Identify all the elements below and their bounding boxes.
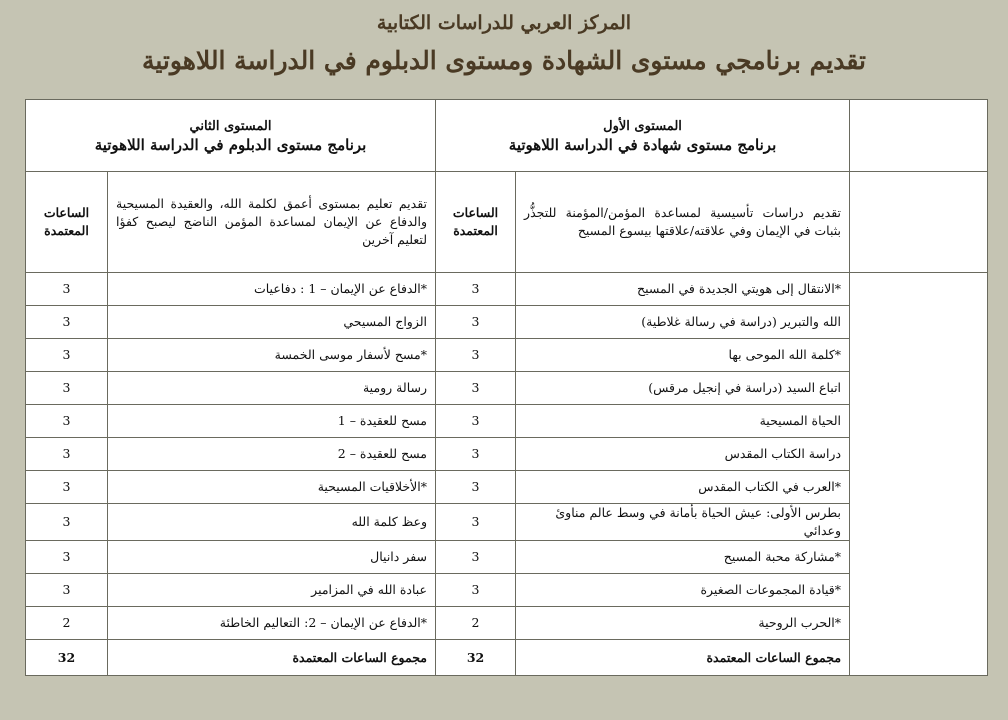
level1-course: اتباع السيد (دراسة في إنجيل مرقس) — [516, 372, 850, 405]
level2-course-hours: 3 — [26, 306, 108, 339]
level2-hours-header: الساعات المعتمدة — [26, 172, 108, 273]
level1-course-hours: 3 — [436, 405, 516, 438]
level2-course: رسالة رومية — [108, 372, 436, 405]
course-row — [26, 438, 988, 471]
level1-course: دراسة الكتاب المقدس — [516, 438, 850, 471]
level1-course-hours: 3 — [436, 541, 516, 574]
level2-course-hours: 3 — [26, 471, 108, 504]
course-row — [26, 339, 988, 372]
level2-course: سفر دانيال — [108, 541, 436, 574]
level2-course-hours: 3 — [26, 574, 108, 607]
level1-course-hours: 3 — [436, 438, 516, 471]
level1-course-hours: 3 — [436, 273, 516, 306]
level2-total-label: مجموع الساعات المعتمدة — [108, 640, 436, 676]
level1-course-hours: 2 — [436, 607, 516, 640]
course-row — [26, 607, 988, 640]
center-title: المركز العربي للدراسات الكتابية — [376, 12, 632, 34]
course-row — [26, 273, 988, 306]
level2-course-hours: 3 — [26, 541, 108, 574]
level2-course: *الأخلاقيات المسيحية — [108, 471, 436, 504]
level2-header — [26, 100, 436, 172]
level1-course: *الحرب الروحية — [516, 607, 850, 640]
level1-course-hours: 3 — [436, 574, 516, 607]
course-row — [26, 504, 988, 541]
course-row — [26, 471, 988, 504]
level1-total-label: مجموع الساعات المعتمدة — [516, 640, 850, 676]
level1-total-hours: 32 — [436, 640, 516, 676]
level-header-row — [26, 100, 988, 172]
level2-course-hours: 3 — [26, 372, 108, 405]
level1-program: برنامج مستوى شهادة في الدراسة اللاهوتية — [508, 135, 777, 154]
level2-course: مسح للعقيدة – 1 — [108, 405, 436, 438]
course-row — [26, 405, 988, 438]
goal-row — [26, 172, 988, 273]
level1-course: *الانتقال إلى هويتي الجديدة في المسيح — [516, 273, 850, 306]
course-row — [26, 541, 988, 574]
level2-total-hours: 32 — [26, 640, 108, 676]
level1-header — [436, 100, 850, 172]
level1-course: الله والتبرير (دراسة في رسالة غلاطية) — [516, 306, 850, 339]
level2-program: برنامج مستوى الدبلوم في الدراسة اللاهوتية — [94, 135, 367, 154]
level2-course: *الدفاع عن الإيمان – 2: التعاليم الخاطئة — [108, 607, 436, 640]
courses-label: المساقات الدراسية — [850, 273, 988, 676]
level1-course-hours: 3 — [436, 372, 516, 405]
level2-course-hours: 3 — [26, 273, 108, 306]
level2-course: عبادة الله في المزامير — [108, 574, 436, 607]
level2-goal: تقديم تعليم بمستوى أعمق لكلمة الله، والعقيدة المسيحية والدفاع عن الإيمان لمساعدة المؤمن الناضج ليصبح كفؤا لتعليم آخرين — [108, 172, 436, 273]
course-row — [26, 306, 988, 339]
level1-name: المستوى الأول — [603, 118, 682, 134]
level2-course-hours: 2 — [26, 607, 108, 640]
level1-course-hours: 3 — [436, 339, 516, 372]
level2-course: مسح للعقيدة – 2 — [108, 438, 436, 471]
course-row — [26, 372, 988, 405]
level2-name: المستوى الثاني — [189, 118, 272, 134]
course-row — [26, 574, 988, 607]
level2-course: وعظ كلمة الله — [108, 504, 436, 541]
level1-course: *قيادة المجموعات الصغيرة — [516, 574, 850, 607]
level2-course-hours: 3 — [26, 405, 108, 438]
level1-course: *كلمة الله الموحى بها — [516, 339, 850, 372]
level1-course-hours: 3 — [436, 306, 516, 339]
totals-row — [26, 640, 988, 676]
level1-course: الحياة المسيحية — [516, 405, 850, 438]
page-subtitle: تقديم برنامجي مستوى الشهادة ومستوى الدبلوم في الدراسة اللاهوتية — [141, 46, 867, 75]
level2-course-hours: 3 — [26, 504, 108, 541]
goal-label: الغاية — [850, 172, 988, 273]
level1-course: *العرب في الكتاب المقدس — [516, 471, 850, 504]
programs-table — [25, 99, 988, 676]
level1-course-hours: 3 — [436, 504, 516, 541]
level1-hours-header: الساعات المعتمدة — [436, 172, 516, 273]
level1-goal: تقديم دراسات تأسيسية لمساعدة المؤمن/المؤمنة للتجذُّر بثبات في الإيمان وفي علاقته/علاقتها بيسوع المسيح — [516, 172, 850, 273]
level2-course-hours: 3 — [26, 438, 108, 471]
page-header — [0, 0, 1008, 98]
level1-course: *مشاركة محبة المسيح — [516, 541, 850, 574]
level2-course-hours: 3 — [26, 339, 108, 372]
level1-course: بطرس الأولى: عيش الحياة بأمانة في وسط عالم مناوئ وعدائي — [516, 504, 850, 541]
level2-course: *الدفاع عن الإيمان – 1 : دفاعيات — [108, 273, 436, 306]
level2-course: الزواج المسيحي — [108, 306, 436, 339]
level1-course-hours: 3 — [436, 471, 516, 504]
corner-cell — [850, 100, 988, 172]
level2-course: *مسح لأسفار موسى الخمسة — [108, 339, 436, 372]
